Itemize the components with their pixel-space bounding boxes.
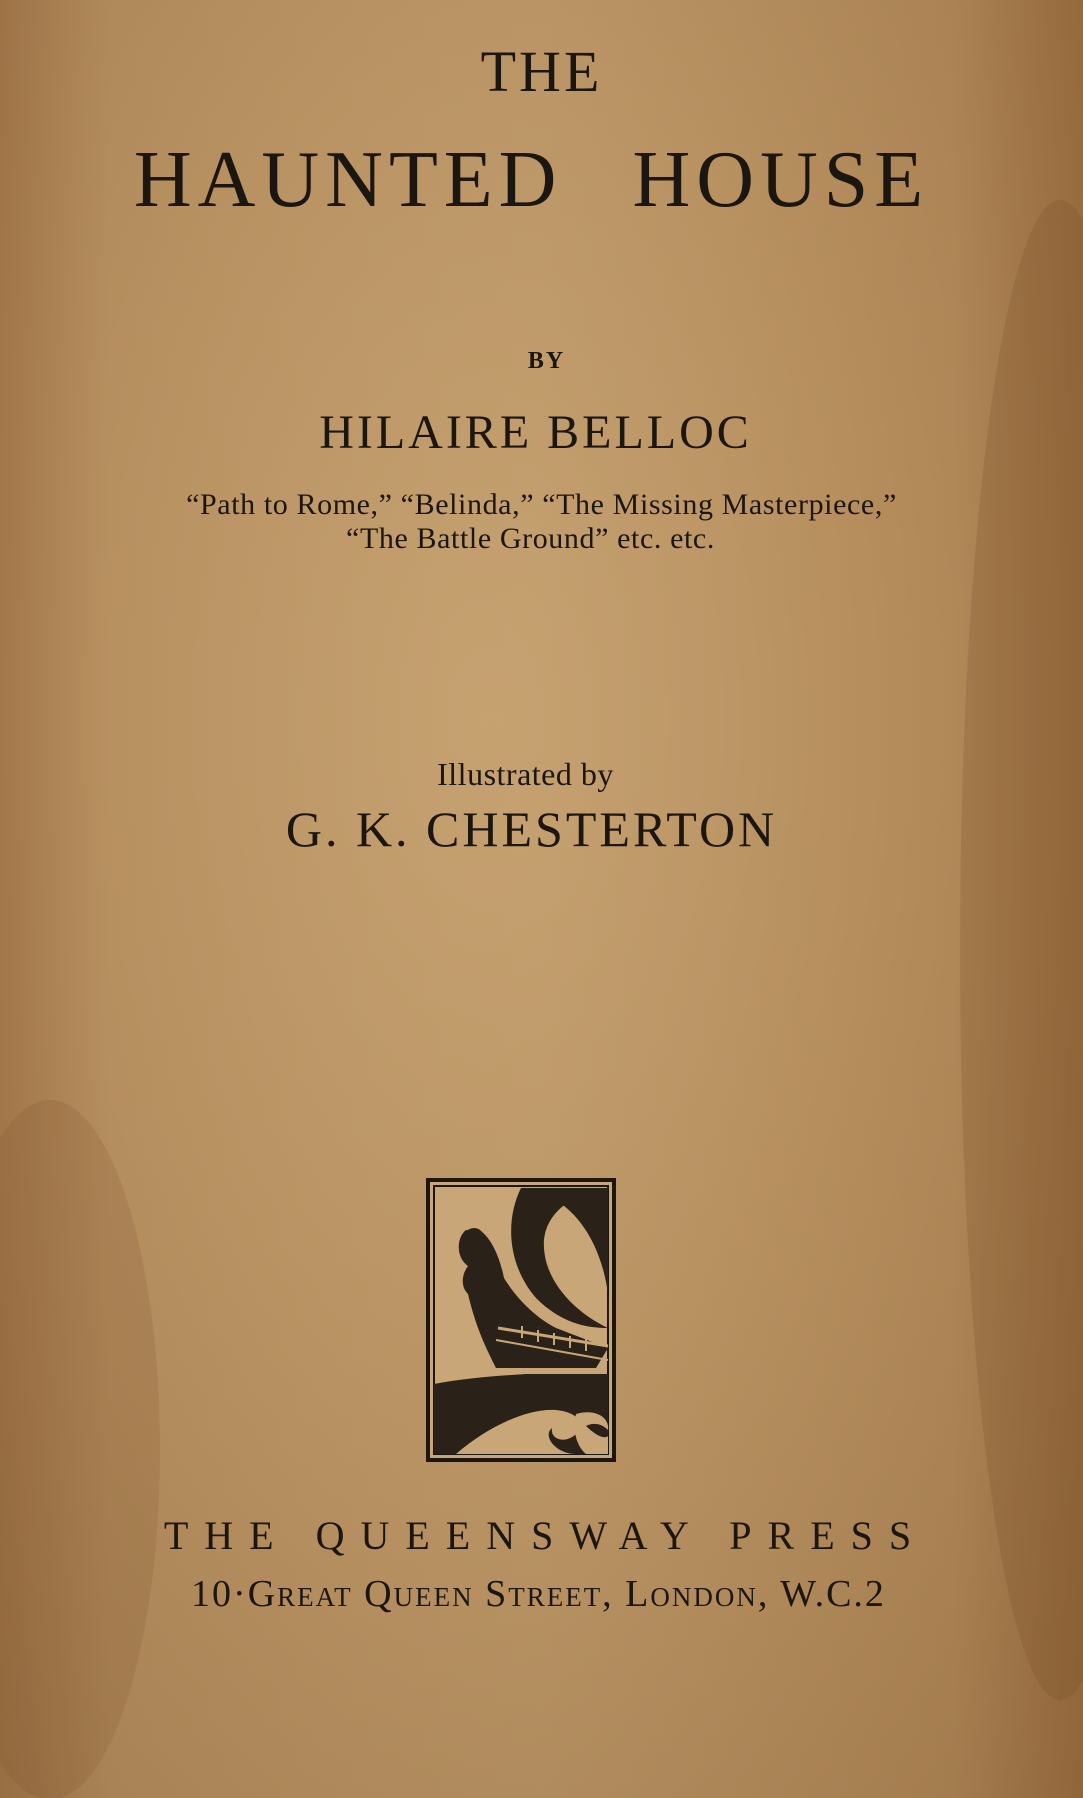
main-title xyxy=(0,135,1083,226)
title-line-the: THE xyxy=(480,39,603,104)
other-works-line-1: “Path to Rome,” “Belinda,” “The Missing Masterpiece,” xyxy=(186,488,897,521)
other-works-line-2: “The Battle Ground” etc. etc. xyxy=(346,522,715,555)
title-word-house: HOUSE xyxy=(632,136,930,224)
ship-prow-printer-device-icon xyxy=(426,1178,616,1462)
publisher-address: 10·Great Queen Street, London, W.C.2 xyxy=(191,1573,886,1615)
paper-stain xyxy=(0,1100,160,1798)
publisher-name: THE QUEENSWAY PRESS xyxy=(163,1513,928,1558)
illustrator-name: G. K. CHESTERTON xyxy=(285,801,778,857)
title-word-haunted: HAUNTED xyxy=(133,136,563,224)
by-line: BY xyxy=(527,348,566,374)
illustrated-by-label: Illustrated by xyxy=(437,756,614,792)
author-name: HILAIRE BELLOC xyxy=(319,406,752,459)
